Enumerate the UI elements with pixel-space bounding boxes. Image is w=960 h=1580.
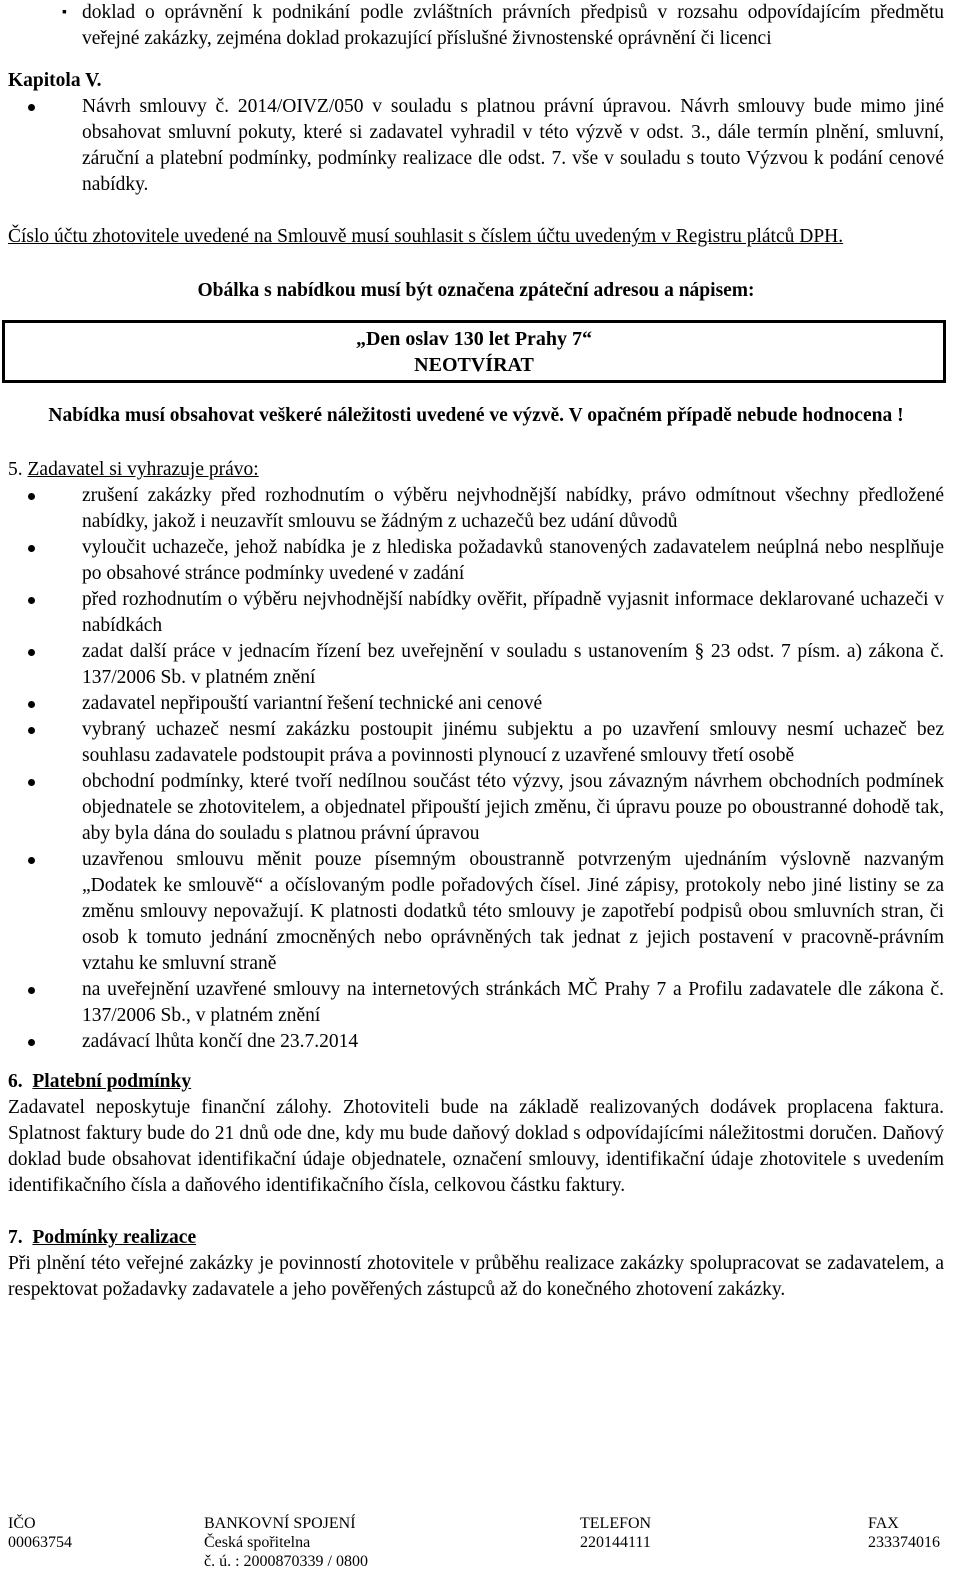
- envelope-label-line2: NEOTVÍRAT: [414, 353, 534, 376]
- footer-fax-value: 233374016: [868, 1534, 940, 1551]
- license-requirement-item: [8, 0, 944, 52]
- footer-phone: [580, 1514, 651, 1552]
- footer-bank: [204, 1514, 368, 1571]
- envelope-label-box: [2, 320, 946, 383]
- list-item: vyloučit uchazeče, jehož nabídka je z hlediska požadavků stanovených zadavatelem neúplná nebo nesplňuje po obsahové stránce podmínky uvedené v zadání: [8, 535, 944, 587]
- section6-number: 6.: [8, 1071, 23, 1092]
- license-requirement-text: doklad o oprávnění k podnikání podle zvláštních právních předpisů v rozsahu odpovídajícím předmětu veřejné zakázky, zejména doklad prokazující příslušné živnostenské oprávnění či licenci: [82, 2, 944, 49]
- list-item: před rozhodnutím o výběru nejvhodnější nabídky ověřit, případně vyjasnit informace deklarované uchazeči v nabídkách: [8, 587, 944, 639]
- list-item: uzavřenou smlouvu měnit pouze písemným oboustranně potvrzeným ujednáním výslovně nazvaným „Dodatek ke smlouvě“ a očíslovaným podle pořadových čísel. Jiné zápisy, protokoly nebo jiné listiny se za změnu smlouvy nepovažují. K platnosti dodatků této smlouvy je zapotřebí podpisů obou smluvních stran, či osob k tomuto jednání zmocněných nebo oprávněných tak jednat z jejich postavení v pracovně-právním vztahu ke smluvní straně: [8, 847, 944, 977]
- section7-number: 7.: [8, 1227, 23, 1248]
- section5-title: Zadavatel si vyhrazuje právo:: [27, 459, 259, 480]
- section6-title: Platební podmínky: [32, 1071, 192, 1092]
- section7-title: Podmínky realizace: [32, 1227, 197, 1248]
- offer-warning: Nabídka musí obsahovat veškeré náležitosti uvedené ve výzvě. V opačném případě nebude hodnocena !: [48, 405, 904, 426]
- footer-fax-label: FAX: [868, 1515, 899, 1532]
- list-item: na uveřejnění uzavřené smlouvy na internetových stránkách MČ Prahy 7 a Profilu zadavatele dle zákona č. 137/2006 Sb., v platném znění: [8, 977, 944, 1029]
- envelope-label-line1: „Den oslav 130 let Prahy 7“: [355, 327, 593, 350]
- chapter-title: Kapitola V.: [8, 70, 102, 91]
- list-item: vybraný uchazeč nesmí zakázku postoupit jinému subjektu a po uzavření smlouvy nesmí uchazeč bez souhlasu zadavatele podstoupit práva a povinnosti plynoucí z uzavřené smlouvy třetí osobě: [8, 717, 944, 769]
- list-item: zadávací lhůta končí dne 23.7.2014: [8, 1029, 944, 1055]
- list-item: zadavatel nepřipouští variantní řešení technické ani cenové: [8, 691, 944, 717]
- footer-bank-label: BANKOVNÍ SPOJENÍ: [204, 1515, 356, 1532]
- footer-bank-name: Česká spořitelna: [204, 1534, 311, 1551]
- footer-ico: [8, 1514, 72, 1552]
- footer-ico-label: IČO: [8, 1515, 36, 1532]
- section7-heading: [8, 1225, 944, 1251]
- footer-fax: [868, 1514, 940, 1552]
- section5-number: 5.: [8, 459, 23, 480]
- section5-list: [8, 483, 944, 1055]
- section7-text: Při plnění této veřejné zakázky je povinností zhotovitele v průběhu realizace zakázky spolupracovat se zadavatelem, a respektovat požadavky zadavatele a jeho pověřených zástupců až do konečného zhotovení zakázky.: [8, 1253, 944, 1300]
- footer-ico-value: 00063754: [8, 1534, 72, 1551]
- footer-phone-value: 220144111: [580, 1534, 651, 1551]
- footer-phone-label: TELEFON: [580, 1515, 652, 1532]
- footer-bank-account: č. ú. : 2000870339 / 0800: [204, 1553, 368, 1570]
- section6-heading: [8, 1069, 944, 1095]
- account-note: Číslo účtu zhotovitele uvedené na Smlouvě musí souhlasit s číslem účtu uvedeným v Registru plátců DPH.: [8, 226, 844, 247]
- chapter-list: [8, 94, 944, 198]
- envelope-heading: Obálka s nabídkou musí být označena zpáteční adresou a nápisem:: [197, 280, 755, 301]
- list-item: zadat další práce v jednacím řízení bez uveřejnění v souladu s ustanovením § 23 odst. 7 písm. a) zákona č. 137/2006 Sb. v platném znění: [8, 639, 944, 691]
- list-item: zrušení zakázky před rozhodnutím o výběru nejvhodnější nabídky, právo odmítnout všechny předložené nabídky, jakož i neuzavřít smlouvu se žádným z uchazečů bez udání důvodů: [8, 483, 944, 535]
- square-bullet-icon: ▪: [62, 5, 67, 20]
- document-page: [8, 0, 944, 1303]
- chapter-item: [8, 94, 944, 198]
- section6-text: Zadavatel neposkytuje finanční zálohy. Zhotoviteli bude na základě realizovaných dodávek proplacena faktura. Splatnost faktury bude do 21 dnů ode dne, kdy mu bude daňový doklad s odpovídajícími náležitostmi doručen. Daňový doklad bude obsahovat identifikační údaje objednatele, označení smlouvy, identifikační údaje zhotovitele s uvedením identifikačního čísla a daňového identifikačního čísla, celkovou částku faktury.: [8, 1097, 944, 1196]
- section5-heading: [8, 457, 944, 483]
- list-item: obchodní podmínky, které tvoří nedílnou součást této výzvy, jsou závazným návrhem obchodních podmínek objednatele se zhotovitelem, a objednatel připouští jejich změnu, či úpravu pouze po oboustranné dohodě tak, aby byla dána do souladu s platnou právní úpravou: [8, 769, 944, 847]
- chapter-text: Návrh smlouvy č. 2014/OIVZ/050 v souladu s platnou právní úpravou. Návrh smlouvy bude mimo jiné obsahovat smluvní pokuty, které si zadavatel vyhradil v této výzvě v odst. 3., dále termín plnění, smluvní, záruční a platební podmínky, podmínky realizace dle odst. 7. vše v souladu s touto Výzvou k podání cenové nabídky.: [82, 96, 944, 195]
